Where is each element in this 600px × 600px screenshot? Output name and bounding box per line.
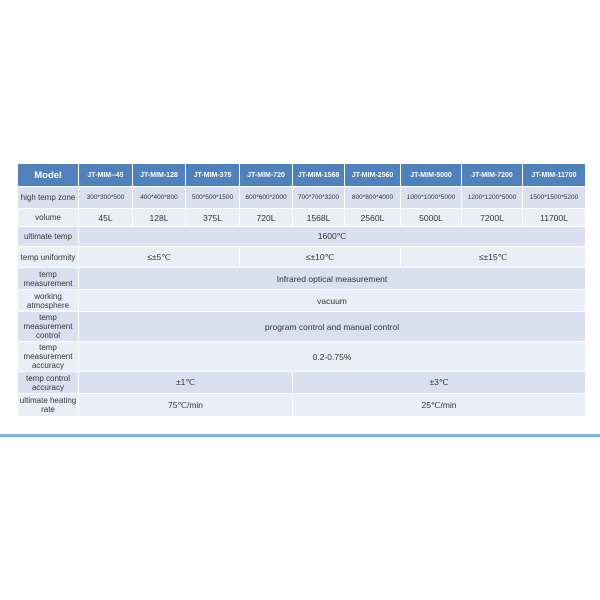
model-name: JT-MIM-7200 (462, 164, 523, 187)
row-label-volume: volume (18, 209, 79, 227)
table-row-uniformity (18, 247, 586, 268)
model-name: JT-MIM-128 (133, 164, 186, 187)
model-header: Model (18, 164, 79, 187)
zone-size: 600*600*2000 (240, 187, 293, 209)
volume-value: 375L (186, 209, 240, 227)
table-row-control-accuracy (18, 372, 586, 394)
zone-size: 1500*1500*5200 (523, 187, 586, 209)
measurement-value: Infrared optical measurement (79, 268, 586, 290)
volume-value: 128L (133, 209, 186, 227)
model-name: JT-MIM-11700 (523, 164, 586, 187)
heating-rate-value: 25℃/min (293, 394, 586, 417)
control-accuracy-value: ±1℃ (79, 372, 293, 394)
measurement-control-value: program control and manual control (79, 312, 586, 342)
table-row-zone (18, 187, 586, 209)
zone-size: 500*500*1500 (186, 187, 240, 209)
volume-value: 7200L (462, 209, 523, 227)
table-row-measurement-accuracy (18, 342, 586, 372)
volume-value: 45L (79, 209, 133, 227)
measurement-accuracy-value: 0.2-0.75% (79, 342, 586, 372)
zone-size: 400*400*800 (133, 187, 186, 209)
zone-size: 800*800*4000 (345, 187, 401, 209)
table-row-volume (18, 209, 586, 227)
row-label-uniformity: temp uniformity (18, 247, 79, 268)
model-name: JT-MIM-2560 (345, 164, 401, 187)
row-label-zone: high temp zone (18, 187, 79, 209)
row-label-measurement-control: temp measurement control (18, 312, 79, 342)
atmosphere-value: vacuum (79, 290, 586, 312)
volume-value: 5000L (401, 209, 462, 227)
table-row-measurement-control (18, 312, 586, 342)
model-name: JT-MIM--45 (79, 164, 133, 187)
row-label-measurement-accuracy: temp measurement accuracy (18, 342, 79, 372)
volume-value: 2560L (345, 209, 401, 227)
uniformity-value: ≤±10℃ (240, 247, 401, 268)
model-name: JT-MIM-720 (240, 164, 293, 187)
row-label-atmosphere: working atmosphere (18, 290, 79, 312)
model-name: JT-MIM-1568 (293, 164, 345, 187)
volume-value: 11700L (523, 209, 586, 227)
model-name: JT-MIM-375 (186, 164, 240, 187)
heating-rate-value: 75℃/min (79, 394, 293, 417)
zone-size: 1200*1200*5000 (462, 187, 523, 209)
row-label-ultimate-temp: ultimate temp (18, 227, 79, 247)
uniformity-value: ≤±15℃ (401, 247, 586, 268)
zone-size: 700*700*3200 (293, 187, 345, 209)
row-label-heating-rate: ultimate heating rate (18, 394, 79, 417)
spec-table (17, 163, 586, 417)
control-accuracy-value: ±3℃ (293, 372, 586, 394)
model-name: JT-MIM-5000 (401, 164, 462, 187)
table-row-ultimate-temp (18, 227, 586, 247)
row-label-measurement: temp measurement (18, 268, 79, 290)
row-label-control-accuracy: temp control accuracy (18, 372, 79, 394)
table-row-atmosphere (18, 290, 586, 312)
volume-value: 1568L (293, 209, 345, 227)
zone-size: 300*300*500 (79, 187, 133, 209)
ultimate-temp-value: 1600℃ (79, 227, 586, 247)
table-row-measurement (18, 268, 586, 290)
bottom-divider (0, 434, 600, 437)
uniformity-value: ≤±5℃ (79, 247, 240, 268)
zone-size: 1000*1000*5000 (401, 187, 462, 209)
volume-value: 720L (240, 209, 293, 227)
table-row-heating-rate (18, 394, 586, 417)
header-row (18, 164, 586, 187)
